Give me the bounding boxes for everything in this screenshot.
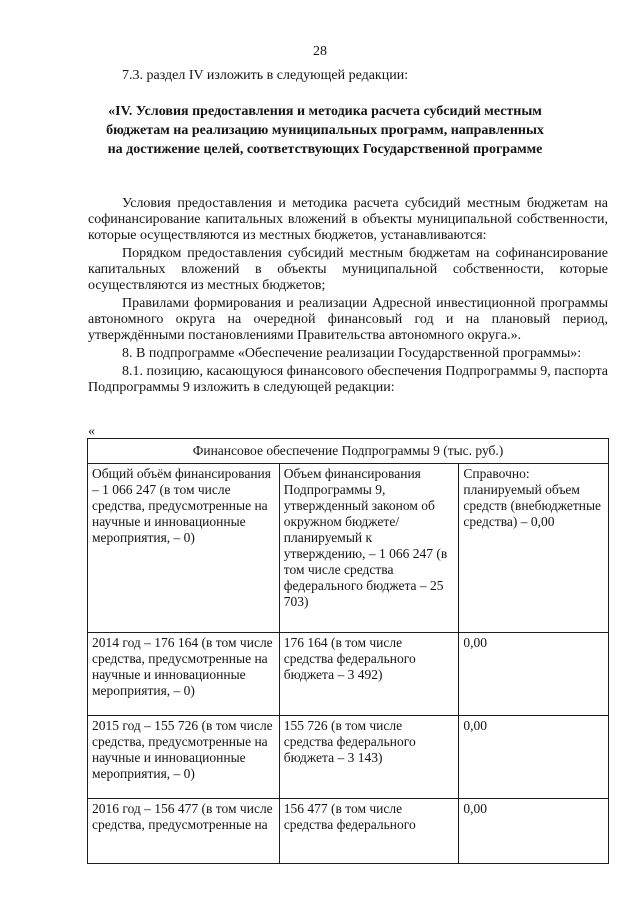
table-cell: 2014 год – 176 164 (в том числе средства, предусмотренные на научные и инновационные мероприятия, – 0) bbox=[88, 633, 280, 716]
table-cell: 0,00 bbox=[459, 633, 609, 716]
page-number: 28 bbox=[313, 44, 327, 59]
table-cell: 156 477 (в том числе средства федерального bbox=[279, 799, 459, 864]
table-row bbox=[88, 716, 609, 799]
body-text bbox=[88, 196, 608, 398]
table-cell: 155 726 (в том числе средства федерального бюджета – 3 143) bbox=[279, 716, 459, 799]
amendment-intro: 7.3. раздел IV изложить в следующей редакции: bbox=[122, 68, 409, 83]
table-row bbox=[88, 633, 609, 716]
table-cell: 2016 год – 156 477 (в том числе средства, предусмотренные на bbox=[88, 799, 280, 864]
table-cell: 176 164 (в том числе средства федерального бюджета – 3 492) bbox=[279, 633, 459, 716]
table-header-row bbox=[88, 464, 609, 633]
table-header-cell: Общий объём финансирования – 1 066 247 (в том числе средства, предусмотренные на научные и инновационные мероприятия, – 0) bbox=[88, 464, 280, 633]
paragraph-position: 8.1. позицию, касающуюся финансового обеспечения Подпрограммы 9, паспорта Подпрограммы 9 изложить в следующей редакции: bbox=[88, 364, 608, 395]
table-header-cell: Справочно: планируемый объем средств (внебюджетные средства) – 0,00 bbox=[459, 464, 609, 633]
table-cell: 0,00 bbox=[459, 716, 609, 799]
paragraph-subprogram: 8. В подпрограмме «Обеспечение реализации Государственной программы»: bbox=[122, 346, 582, 361]
table-cell: 0,00 bbox=[459, 799, 609, 864]
opening-quote: « bbox=[88, 424, 95, 439]
paragraph-rules: Правилами формирования и реализации Адресной инвестиционной программы автономного округа на очередной финансовый год и на плановый период, утверждёнными постановлениями Правительства автономного округа.». bbox=[88, 296, 608, 343]
table-caption-row bbox=[88, 439, 609, 464]
table-cell: 2015 год – 155 726 (в том числе средства, предусмотренные на научные и инновационные мероприятия, – 0) bbox=[88, 716, 280, 799]
table-header-cell: Объем финансирования Подпрограммы 9, утвержденный законом об окружном бюджете/ планируемый к утверждению, – 1 066 247 (в том числе средства федерального бюджета – 25 703) bbox=[279, 464, 459, 633]
financing-table bbox=[87, 438, 609, 864]
paragraph-conditions: Условия предоставления и методика расчета субсидий местным бюджетам на софинансирование капитальных вложений в объекты муниципальной собственности, которые осуществляются из местных бюджетов, устанавливаются: bbox=[88, 196, 608, 243]
table-caption: Финансовое обеспечение Подпрограммы 9 (тыс. руб.) bbox=[88, 439, 609, 464]
paragraph-procedure: Порядком предоставления субсидий местным бюджетам на софинансирование капитальных вложений в объекты муниципальной собственности, которые осуществляются из местных бюджетов; bbox=[88, 246, 608, 293]
table-row bbox=[88, 799, 609, 864]
section-heading: «IV. Условия предоставления и методика расчета субсидий местным бюджетам на реализацию муниципальных программ, направленных на достижение целей, соответствующих Государственной программе bbox=[106, 104, 544, 157]
